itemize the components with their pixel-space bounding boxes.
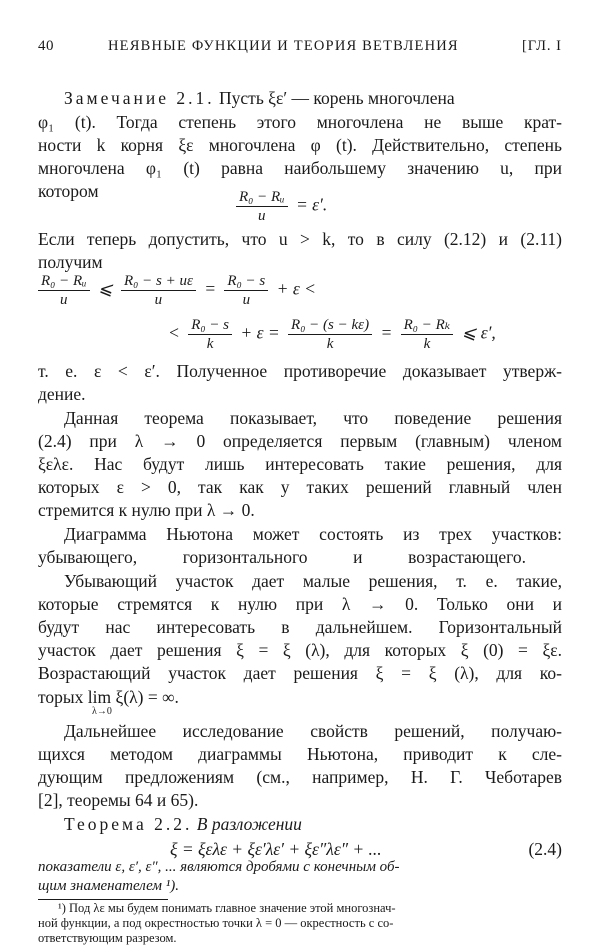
page-number: 40: [38, 38, 54, 54]
text-line: дение.: [38, 384, 86, 404]
fraction-denominator: u: [242, 292, 251, 308]
inequality-line-1: [34, 272, 316, 309]
relation-sign: + ε =: [240, 322, 280, 343]
theorem-text-2: щим знаменателем ¹).: [38, 878, 179, 894]
paragraph-start: Убывающий участок дает малые решения, т. е. такие,: [64, 571, 562, 591]
text-line: Возрастающий участок дает решения ξ = ξ (λ), для ко-: [38, 663, 562, 683]
running-title: НЕЯВНЫЕ ФУНКЦИИ И ТЕОРИЯ ВЕТВЛЕНИЯ: [108, 38, 459, 54]
relation-sign: <: [168, 322, 180, 343]
fraction-numerator: R₀ − s: [188, 316, 232, 335]
relation-sign: + ε <: [276, 278, 316, 299]
theorem-label: Теорема 2.2.: [64, 814, 193, 834]
fraction-denominator: k: [326, 336, 334, 352]
fraction-numerator: R₀ − Rₖ: [401, 316, 454, 335]
fraction-numerator: R₀ − (s − kε): [288, 316, 372, 335]
text-line: ξελε. Нас будут лишь интересовать такие решения, для: [38, 454, 562, 474]
paragraph-start: Диаграмма Ньютона может состоять из трех участков:: [64, 524, 562, 544]
equation-ru: [232, 188, 327, 225]
fraction: [236, 188, 288, 225]
remark-line-1: [38, 87, 562, 110]
text-line: которых ε > 0, так как у таких решений главный член: [38, 477, 562, 497]
footnote-line-1: ¹) Под λε мы будем понимать главное значение этой многознач-: [58, 901, 396, 915]
relation-sign: =: [204, 278, 217, 299]
limit-subscript: λ→0: [92, 706, 112, 717]
fraction-numerator: R₀ − Rᵤ: [38, 272, 90, 291]
text-line-1: Если теперь допустить, что u > k, то в силу (2.12) и (2.11): [38, 229, 562, 249]
footnote-line-2: ной функции, а под окрестностью точки λ = 0 — окрестность с со-: [38, 916, 394, 930]
remark-line-4: многочлена φ₁ (t) равна наибольшему значению u, при: [38, 158, 562, 178]
theorem-text-1: показатели ε, ε′, ε″, ... являются дробями с конечным об-: [38, 859, 400, 875]
remark-line-5: котором: [38, 181, 99, 201]
relation-sign: =: [380, 322, 393, 343]
fraction-denominator: k: [423, 336, 431, 352]
remark-text-1: Пусть ξε′ — корень многочлена: [219, 88, 455, 108]
text-line: дующим предложениям (см., например, Н. Г. Чеботарев: [38, 767, 562, 787]
remark-line-3: ности k корня ξε многочлена φ (t). Действительно, степень: [38, 135, 562, 155]
inequality-line-2: [168, 316, 496, 353]
text-line: стремится к нулю при λ → 0.: [38, 500, 255, 520]
fraction-denominator: u: [258, 208, 266, 224]
footnote-line-3: ответствующим разрезом.: [38, 931, 177, 945]
limit-line: торых lim ξ(λ) = ∞.: [38, 687, 179, 707]
page-header: [38, 38, 562, 60]
equation-rhs: = ε′.: [295, 194, 328, 215]
equation-number: (2.4): [528, 839, 562, 859]
text-line: участок дает решения ξ = ξ (λ), для которых ξ (0) = ξε.: [38, 640, 562, 660]
fraction-denominator: u: [60, 292, 68, 308]
text-line: [2], теоремы 64 и 65).: [38, 790, 199, 810]
relation-sign: ⩽: [97, 278, 113, 299]
paragraph-start: Данная теорема показывает, что поведение решения: [64, 408, 562, 428]
fraction: [188, 316, 232, 353]
fraction-denominator: k: [206, 336, 214, 352]
paragraph-start: Дальнейшее исследование свойств решений, получаю-: [64, 721, 562, 741]
fraction-numerator: R₀ − Rᵤ: [236, 188, 288, 207]
fraction: [224, 272, 268, 309]
fraction-denominator: u: [154, 292, 163, 308]
text-line: щихся методом диаграммы Ньютона, приводит к сле-: [38, 744, 562, 764]
text-line: будут нас интересовать в дальнейшем. Горизонтальный: [38, 617, 562, 637]
text-line-2: получим: [38, 252, 103, 272]
theorem-intro: В разложении: [196, 814, 302, 834]
fraction-numerator: R₀ − s + uε: [121, 272, 196, 291]
fraction: [288, 316, 372, 353]
fraction: [121, 272, 196, 309]
theorem-formula: ξ = ξελε + ξε′λε′ + ξε″λε″ + ...: [170, 839, 382, 859]
chapter-marker: [ГЛ. I: [521, 38, 562, 54]
text-line: убывающего, горизонтального и возрастающего.: [38, 547, 526, 567]
text-line: (2.4) при λ → 0 определяется первым (главным) членом: [38, 431, 562, 451]
footnote-rule: [38, 899, 168, 900]
fraction: [38, 272, 90, 309]
theorem-line: [38, 813, 562, 836]
text-line: которые стремятся к нулю при λ → 0. Только они и: [38, 594, 562, 614]
remark-label: Замечание 2.1.: [64, 88, 215, 108]
fraction-numerator: R₀ − s: [224, 272, 268, 291]
fraction: [401, 316, 454, 353]
remark-line-2: φ₁ (t). Тогда степень этого многочлена не выше крат-: [38, 112, 562, 132]
text-line: т. е. ε < ε′. Полученное противоречие доказывает утверж-: [38, 361, 562, 381]
relation-sign: ⩽ ε′,: [461, 322, 496, 343]
